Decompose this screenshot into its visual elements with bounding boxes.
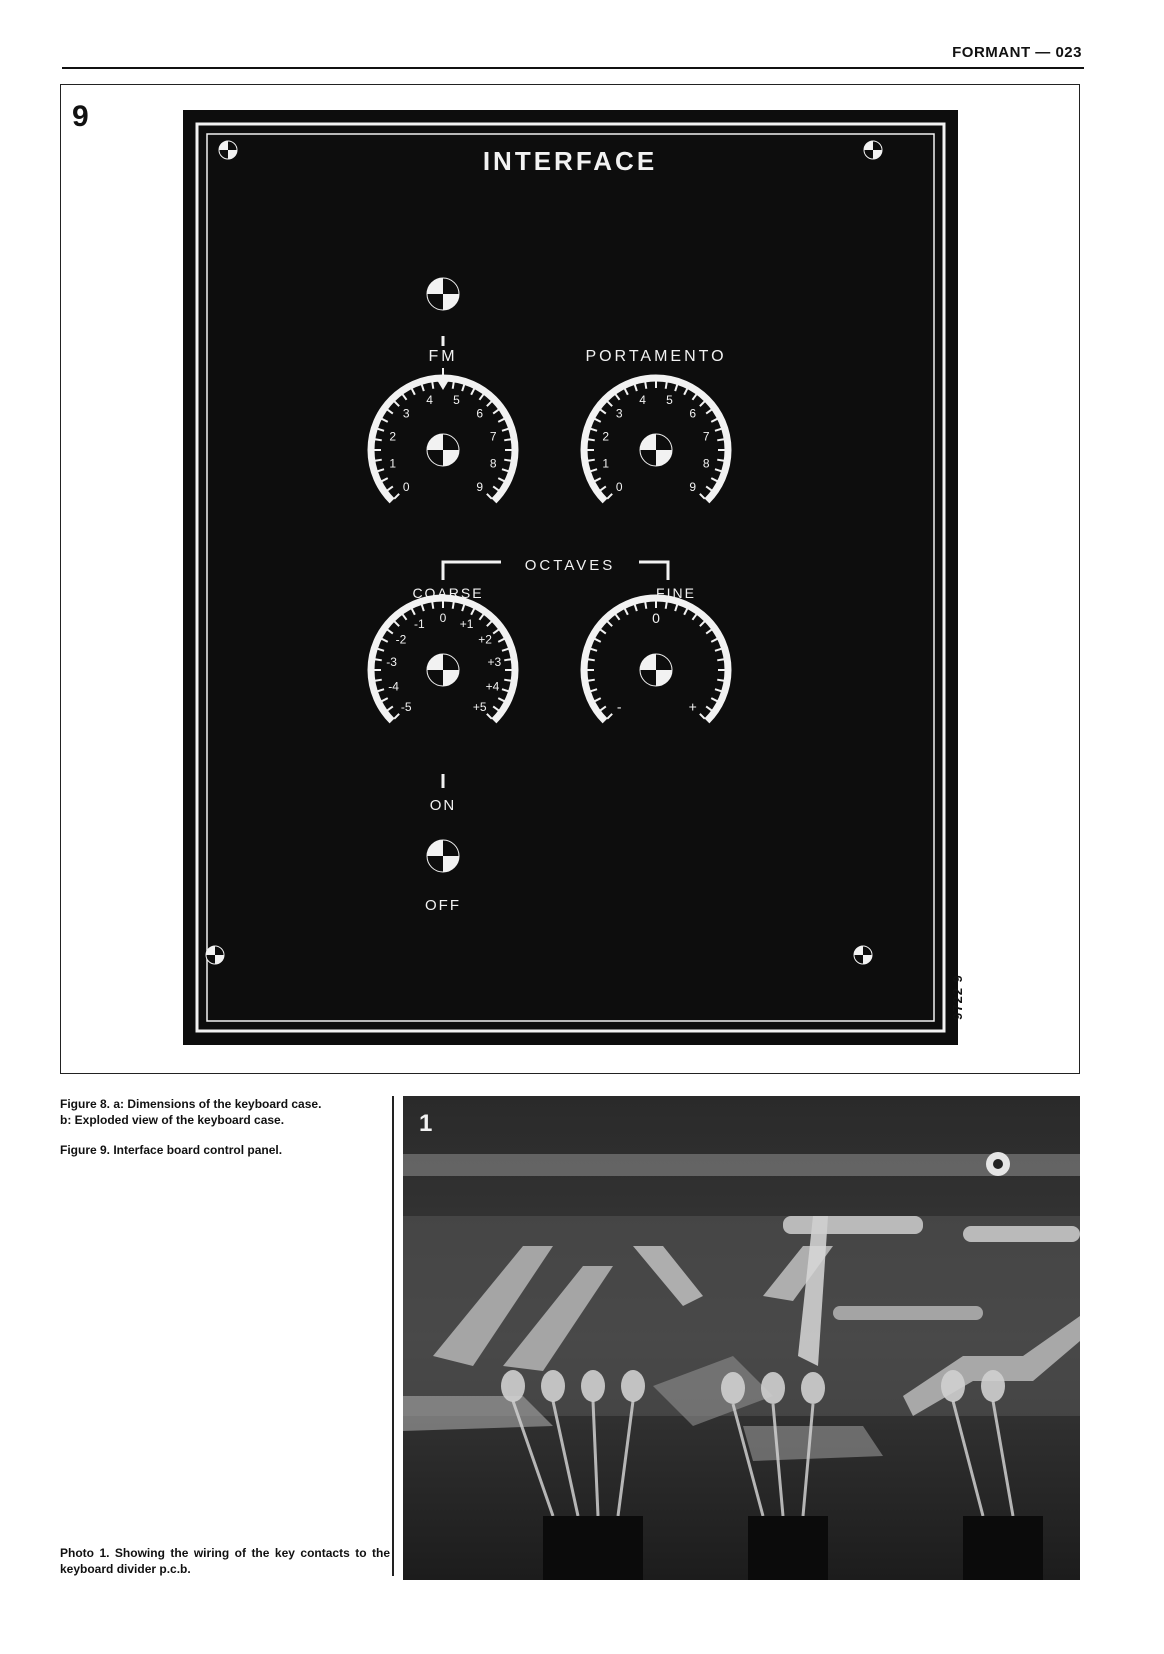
fine-dial-tick: [607, 714, 612, 719]
fm-dial-tick: [479, 394, 483, 400]
coarse-label: COARSE: [412, 585, 484, 601]
coarse-dial-tick: [453, 602, 454, 609]
portamento-dial-tick: [717, 460, 724, 461]
portamento-dial-tick: [700, 401, 705, 406]
coarse-dial-scale-label: -2: [395, 632, 407, 647]
caption-photo-1: Photo 1. Showing the wiring of the key contacts to the keyboard divider p.c.b.: [60, 1546, 390, 1576]
fm-dial-tick: [504, 439, 511, 440]
portamento-dial-scale-label: 6: [689, 406, 697, 421]
pcb-photo: [403, 1096, 1080, 1580]
portamento-dial-knob-symbol: [640, 434, 672, 466]
fine-dial-knob-symbol: [640, 654, 672, 686]
coarse-dial-tick: [502, 649, 509, 651]
figure-number: 9: [72, 100, 89, 133]
portamento-dial-tick: [717, 439, 724, 440]
portamento-dial-tick: [675, 384, 677, 391]
corner-mark-4: [854, 946, 872, 964]
coarse-dial-tick: [394, 714, 399, 719]
fine-label: FINE: [656, 585, 696, 601]
fine-dial-tick: [635, 604, 637, 611]
corner-mark-2: [864, 141, 882, 159]
fm-dial-tick: [394, 401, 399, 406]
portamento-dial-scale-label: 0: [615, 479, 623, 494]
fine-dial-tick: [666, 602, 667, 609]
coarse-dial-tick: [387, 629, 393, 633]
coarse-dial-tick: [498, 639, 504, 642]
fine-dial-tick: [615, 614, 619, 620]
fine-dial-tick: [588, 659, 595, 660]
coarse-dial-tick: [498, 698, 504, 701]
fm-dial: [371, 378, 515, 501]
coarse-dial-tick: [487, 714, 492, 719]
coarse-dial-tick: [412, 609, 415, 615]
fine-dial-tick: [645, 602, 646, 609]
fm-dial-scale-label: 6: [476, 406, 484, 421]
fm-dial-scale-label: 3: [402, 406, 410, 421]
octaves-label: OCTAVES: [524, 557, 616, 574]
fm-dial-tick: [422, 384, 424, 391]
panel-artwork: [183, 110, 958, 1045]
fine-dial-tick: [700, 714, 705, 719]
coarse-dial-scale-label: -5: [400, 699, 412, 714]
coarse-dial-scale-label: 0: [439, 611, 447, 626]
fm-dial-tick: [453, 382, 454, 389]
coarse-dial-scale-label: +5: [472, 699, 487, 714]
coarse-dial-scale-label: -4: [388, 679, 399, 694]
coarse-dial-tick: [479, 614, 483, 620]
fm-dial-scale-label: 2: [389, 429, 397, 444]
portamento-dial-tick: [600, 409, 606, 413]
portamento-dial-tick: [706, 486, 712, 490]
coarse-dial-tick: [387, 706, 393, 710]
portamento-label: PORTAMENTO: [585, 348, 727, 365]
fm-dial-tick: [382, 478, 388, 481]
fm-dial-tick: [471, 389, 474, 395]
fine-dial-tick: [692, 614, 696, 620]
fm-dial-tick: [432, 382, 433, 389]
portamento-dial-tick: [684, 389, 687, 395]
fine-dial: [584, 598, 728, 721]
fine-dial-tick: [715, 689, 722, 691]
portamento-dial-tick: [635, 384, 637, 391]
portamento-dial-tick: [600, 486, 606, 490]
portamento-dial-tick: [607, 494, 612, 499]
portamento-dial-scale-label: 5: [666, 392, 673, 407]
fm-dial-scale-label: 5: [453, 392, 460, 407]
fm-dial-scale-label: 8: [489, 456, 497, 471]
fine-dial-tick: [588, 680, 595, 681]
fm-dial-tick: [487, 401, 492, 406]
portamento-dial-scale-label: 4: [639, 392, 646, 407]
caption-fig8-line2: b: Exploded view of the keyboard case.: [60, 1113, 285, 1127]
fm-dial-tick: [387, 409, 393, 413]
panel-inner-border: [197, 124, 944, 1031]
portamento-dial-tick: [588, 439, 595, 440]
portamento-dial-tick: [692, 394, 696, 400]
fine-dial-tick: [717, 680, 724, 681]
fm-jack-symbol: [427, 278, 459, 310]
portamento-dial-tick: [615, 394, 619, 400]
coarse-dial-knob-symbol: [427, 654, 459, 686]
panel-title: INTERFACE: [482, 146, 658, 176]
fm-dial-tick: [402, 394, 406, 400]
coarse-dial-tick: [382, 639, 388, 642]
fm-dial-tick: [493, 409, 499, 413]
portamento-dial-tick: [588, 460, 595, 461]
coarse-dial-tick: [432, 602, 433, 609]
portamento-dial-scale-label: 9: [689, 479, 697, 494]
caption-fig8-line1: Figure 8. a: Dimensions of the keyboard case.: [60, 1097, 322, 1111]
fm-dial-tick: [502, 429, 509, 431]
fm-dial-scale-label: 0: [402, 479, 410, 494]
fine-dial-scale-label: +: [688, 698, 697, 715]
corner-mark-1: [219, 141, 237, 159]
fm-dial-knob-symbol: [427, 434, 459, 466]
portamento-dial-scale-label: 1: [602, 456, 610, 471]
portamento-dial-scale-label: 8: [702, 456, 710, 471]
coarse-dial-tick: [375, 680, 382, 681]
photo-1: [403, 1096, 1080, 1580]
portamento-dial-tick: [625, 389, 628, 395]
portamento-dial-scale-label: 3: [615, 406, 623, 421]
fm-dial-tick: [387, 486, 393, 490]
fine-dial-tick: [711, 639, 717, 642]
running-title: FORMANT — 023: [952, 44, 1082, 61]
portamento-dial-tick: [706, 409, 712, 413]
fine-dial-tick: [700, 621, 705, 626]
fm-dial-tick: [412, 389, 415, 395]
fm-dial-tick: [375, 460, 382, 461]
portamento-dial-tick: [715, 469, 722, 471]
portamento-dial-tick: [715, 429, 722, 431]
portamento-dial-scale-label: 2: [602, 429, 610, 444]
on-off-switch-symbol: [427, 840, 459, 872]
coarse-dial-tick: [422, 604, 424, 611]
fm-dial-tick: [504, 460, 511, 461]
fine-dial-tick: [595, 639, 601, 642]
coarse-dial-tick: [394, 621, 399, 626]
fine-dial-tick: [600, 706, 606, 710]
coarse-dial-tick: [382, 698, 388, 701]
fine-dial-tick: [607, 621, 612, 626]
fine-dial-tick: [595, 698, 601, 701]
fm-label: FM: [428, 348, 458, 365]
fm-dial-tick: [377, 469, 384, 471]
fine-dial-tick: [706, 706, 712, 710]
portamento-dial-tick: [607, 401, 612, 406]
fine-dial-tick: [600, 629, 606, 633]
fine-dial-scale-label: 0: [652, 609, 660, 626]
portamento-dial-tick: [711, 419, 717, 422]
fine-dial-tick: [717, 659, 724, 660]
fm-dial-scale-label: 4: [426, 392, 433, 407]
fine-dial-tick: [590, 689, 597, 691]
coarse-dial: [371, 598, 515, 721]
portamento-dial-tick: [645, 382, 646, 389]
fm-dial-tick: [493, 486, 499, 490]
coarse-dial-tick: [502, 689, 509, 691]
panel-inner-border-2: [207, 134, 934, 1021]
fine-dial-tick: [711, 698, 717, 701]
octaves-bracket-left: [443, 562, 501, 580]
coarse-dial-tick: [402, 614, 406, 620]
portamento-dial-tick: [700, 494, 705, 499]
coarse-dial-tick: [462, 604, 464, 611]
portamento-dial-tick: [666, 382, 667, 389]
coarse-dial-scale-label: +2: [478, 632, 492, 647]
portamento-dial: [584, 378, 728, 501]
fine-dial-tick: [715, 649, 722, 651]
fine-dial-scale-label: -: [616, 698, 622, 715]
on-label: ON: [429, 797, 457, 814]
coarse-dial-scale-label: +4: [485, 679, 500, 694]
corner-mark-3: [206, 946, 224, 964]
octaves-bracket-right: [639, 562, 668, 580]
header-rule: [62, 67, 1084, 69]
portamento-dial-tick: [711, 478, 717, 481]
interface-panel: [183, 110, 958, 1045]
fm-dial-scale-label: 1: [389, 456, 397, 471]
portamento-dial-tick: [590, 469, 597, 471]
fine-dial-tick: [675, 604, 677, 611]
fine-dial-tick: [590, 649, 597, 651]
fm-dial-tick: [382, 419, 388, 422]
column-rule: [392, 1096, 394, 1576]
fm-dial-tick: [502, 469, 509, 471]
coarse-dial-tick: [487, 621, 492, 626]
coarse-dial-scale-label: +1: [459, 616, 474, 631]
caption-figure-9: Figure 9. Interface board control panel.: [60, 1143, 283, 1157]
coarse-dial-tick: [471, 609, 474, 615]
portamento-dial-tick: [595, 419, 601, 422]
portamento-dial-tick: [595, 478, 601, 481]
coarse-dial-tick: [504, 659, 511, 660]
fm-dial-tick: [462, 384, 464, 391]
fm-dial-tick: [394, 494, 399, 499]
portamento-dial-tick: [590, 429, 597, 431]
caption-figure-8: [60, 1096, 395, 1128]
coarse-dial-tick: [377, 689, 384, 691]
fm-dial-tick: [498, 419, 504, 422]
off-label: OFF: [425, 897, 461, 914]
portamento-dial-scale-label: 7: [702, 429, 710, 444]
coarse-dial-tick: [377, 649, 384, 651]
fine-dial-tick: [684, 609, 687, 615]
captions-column: [60, 1096, 395, 1172]
coarse-dial-tick: [493, 706, 499, 710]
fm-dial-scale-label: 7: [489, 429, 497, 444]
fine-dial-tick: [625, 609, 628, 615]
coarse-dial-tick: [504, 680, 511, 681]
coarse-dial-scale-label: -3: [386, 655, 397, 670]
fm-dial-tick: [498, 478, 504, 481]
side-code: 9722 9: [950, 974, 965, 1020]
coarse-dial-scale-label: -1: [414, 616, 425, 631]
fm-dial-scale-label: 9: [476, 479, 484, 494]
coarse-dial-tick: [375, 659, 382, 660]
fm-dial-tick: [375, 439, 382, 440]
fine-dial-tick: [706, 629, 712, 633]
fm-dial-tick: [487, 494, 492, 499]
fm-dial-tick: [377, 429, 384, 431]
coarse-dial-scale-label: +3: [487, 655, 502, 670]
coarse-dial-tick: [493, 629, 499, 633]
photo-number: 1: [419, 1110, 433, 1137]
